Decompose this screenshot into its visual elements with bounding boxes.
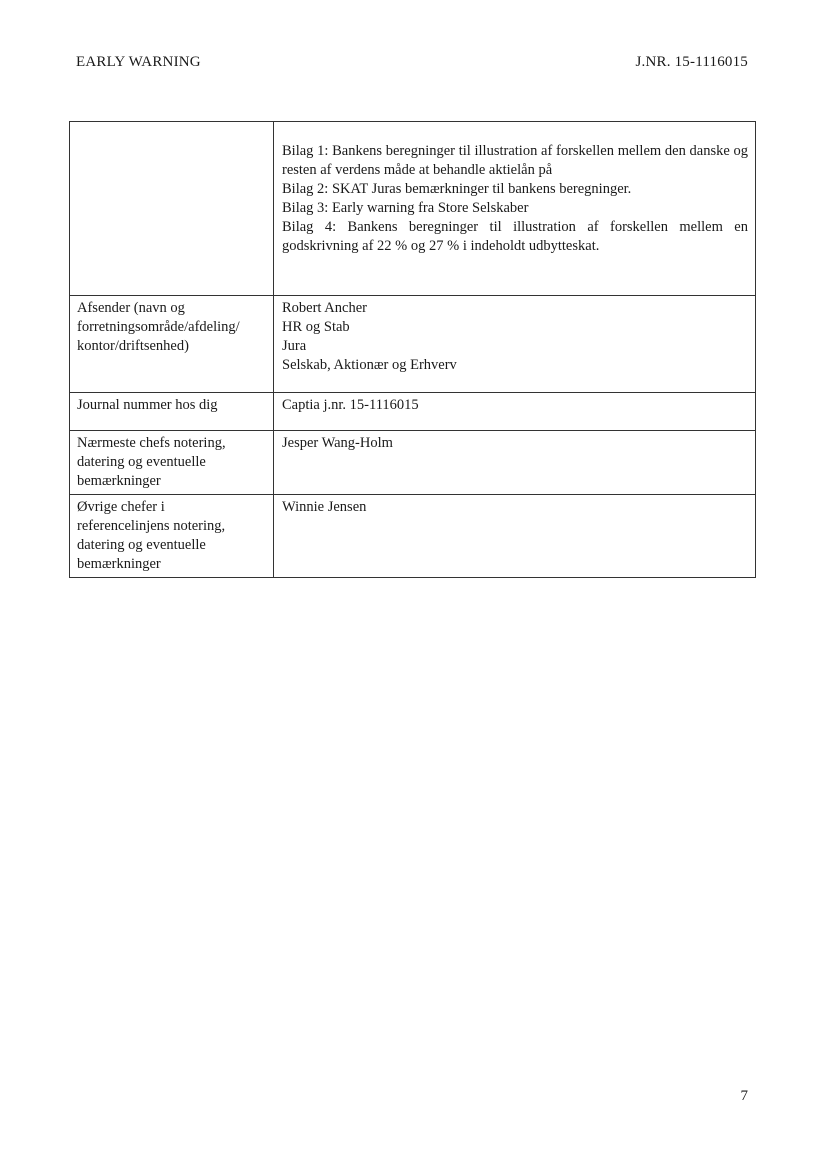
other-chiefs-label-line-4: bemærkninger [77, 556, 161, 572]
sender-department: Jura [282, 338, 307, 354]
chief-label-line-3: bemærkninger [77, 473, 161, 489]
journal-value: Captia j.nr. 15-1116015 [282, 397, 419, 413]
journal-value-cell [274, 393, 756, 431]
sender-label-line-1: Afsender (navn og [77, 300, 185, 316]
attachment-item-1: Bilag 1: Bankens beregninger til illustration af forskellen mellem den danske og resten af verdens måde at behandle aktielån på [282, 143, 748, 178]
journal-label: Journal nummer hos dig [77, 397, 218, 413]
sender-label-cell [70, 296, 274, 393]
chief-name: Jesper Wang-Holm [282, 435, 393, 451]
other-chiefs-label-line-1: Øvrige chefer i [77, 499, 165, 515]
chief-label-line-1: Nærmeste chefs notering, [77, 435, 226, 451]
table-row-chief [70, 431, 756, 495]
attachment-item-3: Bilag 3: Early warning fra Store Selskaber [282, 200, 529, 216]
sender-label-line-3: kontor/driftsenhed) [77, 338, 189, 354]
attachment-item-4: Bilag 4: Bankens beregninger til illustration af forskellen mellem en godskrivning af 22 % og 27 % i indeholdt udbytteskat. [282, 219, 748, 254]
chief-label-line-2: datering og eventuelle [77, 454, 206, 470]
document-header-title: EARLY WARNING [76, 54, 201, 70]
journal-label-cell [70, 393, 274, 431]
page-number: 7 [740, 1088, 748, 1104]
table-row-journal [70, 393, 756, 431]
attachments-value-cell [274, 122, 756, 296]
sender-division: HR og Stab [282, 319, 350, 335]
other-chiefs-value-cell [274, 495, 756, 578]
attachment-item-2: Bilag 2: SKAT Juras bemærkninger til bankens beregninger. [282, 181, 632, 197]
chief-label-cell [70, 431, 274, 495]
sender-office: Selskab, Aktionær og Erhverv [282, 357, 457, 373]
other-chiefs-label-line-2: referencelinjens notering, [77, 518, 226, 534]
journal-number-header: J.NR. 15-1116015 [635, 54, 748, 70]
sender-label-line-2: forretningsområde/afdeling/ [77, 319, 240, 335]
table-row-attachments [70, 122, 756, 296]
table-row-other-chiefs [70, 495, 756, 578]
sender-name: Robert Ancher [282, 300, 367, 316]
other-chiefs-label-line-3: datering og eventuelle [77, 537, 206, 553]
table-row-sender [70, 296, 756, 393]
other-chiefs-label-cell [70, 495, 274, 578]
form-table [69, 121, 756, 578]
chief-value-cell [274, 431, 756, 495]
sender-value-cell [274, 296, 756, 393]
other-chiefs-name: Winnie Jensen [282, 499, 367, 515]
attachments-label-cell [70, 122, 274, 296]
